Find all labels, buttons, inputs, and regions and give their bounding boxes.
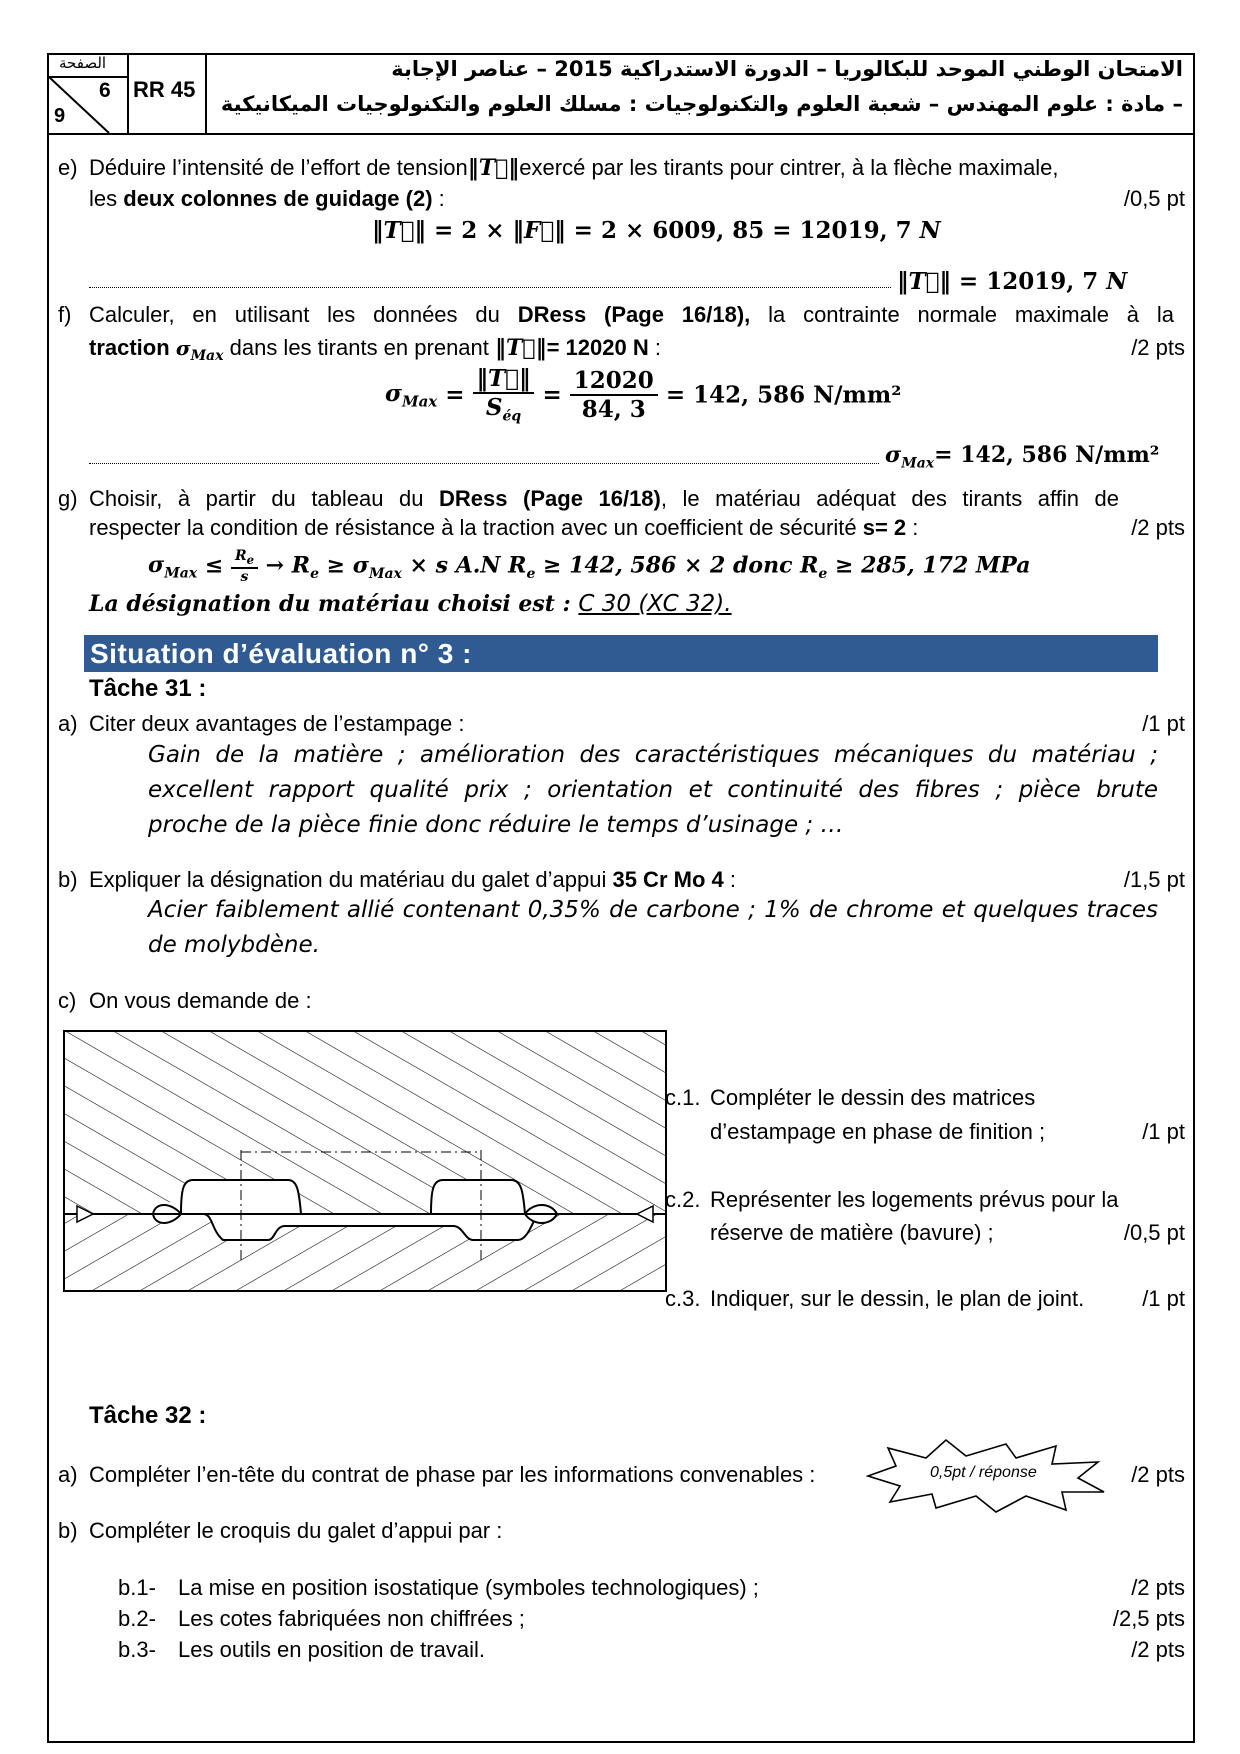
- re-sub: e: [246, 552, 254, 567]
- task31-b-colon: :: [723, 867, 736, 892]
- formula-g-part4: × s A.N R: [401, 552, 527, 579]
- c3-points: /1 pt: [1142, 1286, 1185, 1311]
- formula-f-result: = 142, 586 N/mm²: [665, 381, 902, 409]
- c2-label: c.2.: [665, 1187, 701, 1212]
- question-g-text-b: , le matériau adéquat des tirants affin de: [660, 486, 1119, 511]
- question-f-line2: traction $\sigma_{Max}$ dans les tirants en prenant ‖T⃗‖= 12020 N :: [89, 335, 661, 364]
- fraction-denominator: 84, 3: [581, 395, 646, 423]
- header-line-1: الامتحان الوطني الموحد للبكالوريا – الدورة الاستدراكية 2015 – عناصر الإجابة: [391, 57, 1183, 81]
- question-e-text-a: Déduire l’intensité de l’effort de tension: [89, 155, 468, 180]
- task31-b-text: Expliquer la désignation du matériau du galet d’appui: [89, 867, 613, 892]
- question-e-line1: [89, 155, 1059, 181]
- task32-a-points: /2 pts: [1131, 1462, 1185, 1487]
- task32-a-label: a): [58, 1462, 78, 1487]
- upper-die: [65, 1032, 665, 1214]
- page-number-cell: [49, 55, 129, 133]
- seq-symbol: S: [485, 394, 503, 421]
- task31-b-label: b): [58, 867, 78, 892]
- task31-b-answer-2: de molybdène.: [148, 932, 320, 958]
- task31-a-label: a): [58, 711, 78, 736]
- question-g-line2: [89, 515, 918, 541]
- c1-text-2: d’estampage en phase de finition ;: [710, 1119, 1046, 1144]
- answer-line-e: [89, 287, 891, 288]
- fraction-numerator: 12020: [570, 367, 658, 396]
- norm-t-symbol: ‖T⃗‖: [467, 155, 520, 181]
- question-g-formula: $\sigma_{Max}$ ≤ $\frac{R_e}{s}$ → $R_e \ge \sigma_{Max} \times s$ A.N $R_e \ge 142$, 586 × 2 donc $R_e \ge 285$, 172 MPa: [148, 548, 1031, 585]
- question-e-points: /0,5 pt: [1123, 186, 1185, 211]
- seq-sub: éq: [502, 408, 522, 425]
- formula-g-leq: ≤: [204, 552, 224, 579]
- question-g-text-d: :: [906, 515, 919, 540]
- sigma-sub: Max: [401, 392, 438, 411]
- question-f-text-b: la contrainte normale maximale à la: [750, 302, 1175, 327]
- exam-code-cell: [127, 55, 207, 133]
- header-line-2: – مادة : علوم المهندس – شعبة العلوم والتكنولوجيات : مسلك العلوم والتكنولوجيات الميكانيكية: [220, 92, 1183, 116]
- page-number: 6: [99, 79, 111, 102]
- question-e-text-d: :: [432, 186, 445, 211]
- task32-b-label: b): [58, 1518, 78, 1543]
- formula-e-part2: = 2 × 6009, 85 = 12019, 7: [565, 217, 920, 244]
- question-g-text-c: respecter la condition de résistance à la traction avec un coefficient de sécurité: [89, 515, 863, 540]
- task31-a-text: Citer deux avantages de l’estampage :: [89, 711, 465, 736]
- c3-text: Indiquer, sur le dessin, le plan de joint.: [710, 1286, 1085, 1311]
- c2-text-2: réserve de matière (bavure) ;: [710, 1220, 994, 1245]
- b3-points: /2 pts: [1131, 1637, 1185, 1662]
- c1-text-1: Compléter le dessin des matrices: [710, 1085, 1036, 1110]
- question-e-bold: deux colonnes de guidage (2): [123, 186, 433, 211]
- question-g-designation: [89, 591, 732, 617]
- burst-text: 0,5pt / réponse: [930, 1464, 1037, 1481]
- task31-c-label: c): [58, 988, 77, 1013]
- formula-e-unit: N: [919, 217, 941, 244]
- task32-a-text: Compléter l’en-tête du contrat de phase par les informations convenables :: [89, 1462, 816, 1487]
- task31-a-answer-2: excellent rapport qualité prix ; orientation et continuité des fibres ; pièce brute: [148, 777, 1158, 803]
- exam-header: [47, 53, 1195, 135]
- b2-label: b.2-: [118, 1606, 156, 1631]
- page-label: الصفحة: [59, 55, 107, 72]
- question-g-points: /2 pts: [1131, 515, 1185, 540]
- b2-text: Les cotes fabriquées non chiffrées ;: [178, 1606, 525, 1631]
- question-e-label: e): [58, 155, 78, 180]
- b2-points: /2,5 pts: [1112, 1606, 1185, 1631]
- formula-g-part2: → R: [265, 552, 311, 579]
- question-f-bold-traction: traction: [89, 335, 170, 360]
- c3-label: c.3.: [665, 1286, 701, 1311]
- answer-e-value: = 12019, 7: [950, 268, 1107, 295]
- exam-code: RR 45: [133, 77, 196, 102]
- question-e-text-b: exercé par les tirants pour cintrer, à la flèche maximale,: [519, 155, 1059, 180]
- question-f-text-d: :: [648, 335, 661, 360]
- designation-text: La désignation du matériau choisi est :: [89, 591, 579, 617]
- question-f-formula: $\sigma_{Max}$ = $\frac{‖T⃗‖}{S_{éq}}$ = $\frac{12020}{84, 3}$ = 142, 586 N/mm²: [385, 365, 902, 425]
- designation-material: C 30 (XC 32).: [578, 591, 732, 617]
- formula-g-part5: ≥ 142, 586 × 2 donc R: [535, 552, 819, 579]
- question-f-label: f): [58, 302, 72, 327]
- task32-b-text: Compléter le croquis du galet d’appui par :: [89, 1518, 503, 1543]
- answer-line-f: [89, 463, 879, 464]
- question-e-line2: [89, 186, 445, 212]
- question-f-text-c: dans les tirants en prenant: [229, 335, 489, 360]
- b1-text: La mise en position isostatique (symboles technologiques) ;: [178, 1575, 759, 1600]
- task31-b-material: 35 Cr Mo 4: [612, 867, 724, 892]
- task31-c-text: On vous demande de :: [89, 988, 312, 1013]
- question-e-text-c: les: [89, 186, 124, 211]
- c2-points: /0,5 pt: [1123, 1220, 1185, 1245]
- question-g-text-a: Choisir, à partir du tableau du: [89, 486, 440, 511]
- task31-b-points: /1,5 pt: [1123, 867, 1185, 892]
- lower-die: [65, 1214, 665, 1290]
- c1-points: /1 pt: [1142, 1119, 1185, 1144]
- task31-b-answer-1: Acier faiblement allié contenant 0,35% de carbone ; 1% de chrome et quelques traces: [148, 897, 1158, 923]
- page-total: 9: [54, 105, 66, 127]
- task31-a-answer-1: Gain de la matière ; amélioration des caractéristiques mécaniques du matériau ;: [148, 742, 1158, 768]
- situation-banner: Situation d’évaluation n° 3 :: [84, 635, 1158, 672]
- sigma-symbol: σ: [385, 379, 402, 407]
- question-e-answer: ‖T⃗‖ = 12019, 7 N: [897, 268, 1128, 295]
- question-e-formula: ‖T⃗‖ = 2 × ‖F⃗‖ = 2 × 6009, 85 = 12019, 7 N: [372, 217, 941, 244]
- task32-title: Tâche 32 :: [89, 1402, 207, 1429]
- task31-a-answer-3: proche de la pièce finie donc réduire le temps d’usinage ; …: [148, 812, 844, 838]
- formula-g-part3: ≥ σ: [318, 552, 369, 579]
- question-f-bold: DRess (Page 16/18),: [517, 302, 751, 327]
- task31-a-points: /1 pt: [1142, 711, 1185, 736]
- b3-label: b.3-: [118, 1637, 156, 1662]
- b1-label: b.1-: [118, 1575, 156, 1600]
- formula-e-part1: = 2 ×: [433, 217, 513, 244]
- question-f-line1: [89, 302, 1174, 328]
- b3-text: Les outils en position de travail.: [178, 1637, 485, 1662]
- answer-f-value: = 142, 586 N/mm²: [934, 442, 1160, 468]
- b1-points: /2 pts: [1131, 1575, 1185, 1600]
- re-symbol: R: [234, 548, 247, 564]
- upper-cavity-right: [431, 1180, 525, 1214]
- c1-label: c.1.: [665, 1085, 701, 1110]
- s-symbol: s: [240, 568, 249, 585]
- forging-die-drawing[interactable]: [63, 1030, 667, 1292]
- question-g-bold-s: s= 2: [862, 515, 907, 540]
- question-g-label: g): [58, 486, 78, 511]
- question-f-points: /2 pts: [1131, 335, 1185, 360]
- task31-b-line: [89, 867, 736, 893]
- task31-title: Tâche 31 :: [89, 675, 207, 702]
- answer-e-unit: N: [1106, 268, 1128, 295]
- points-burst: [866, 1438, 1106, 1514]
- question-f-answer: $\sigma_{Max}= 142$, 586 N/mm²: [885, 442, 1160, 472]
- question-g-bold: DRess (Page 16/18): [439, 486, 661, 511]
- formula-g-part6: ≥ 285, 172 MPa: [827, 552, 1031, 579]
- question-g-line1: [89, 486, 1119, 512]
- question-f-text-a: Calculer, en utilisant les données du: [89, 302, 518, 327]
- question-f-given-value: = 12020 N: [546, 335, 649, 360]
- c2-text-1: Représenter les logements prévus pour la: [710, 1187, 1119, 1212]
